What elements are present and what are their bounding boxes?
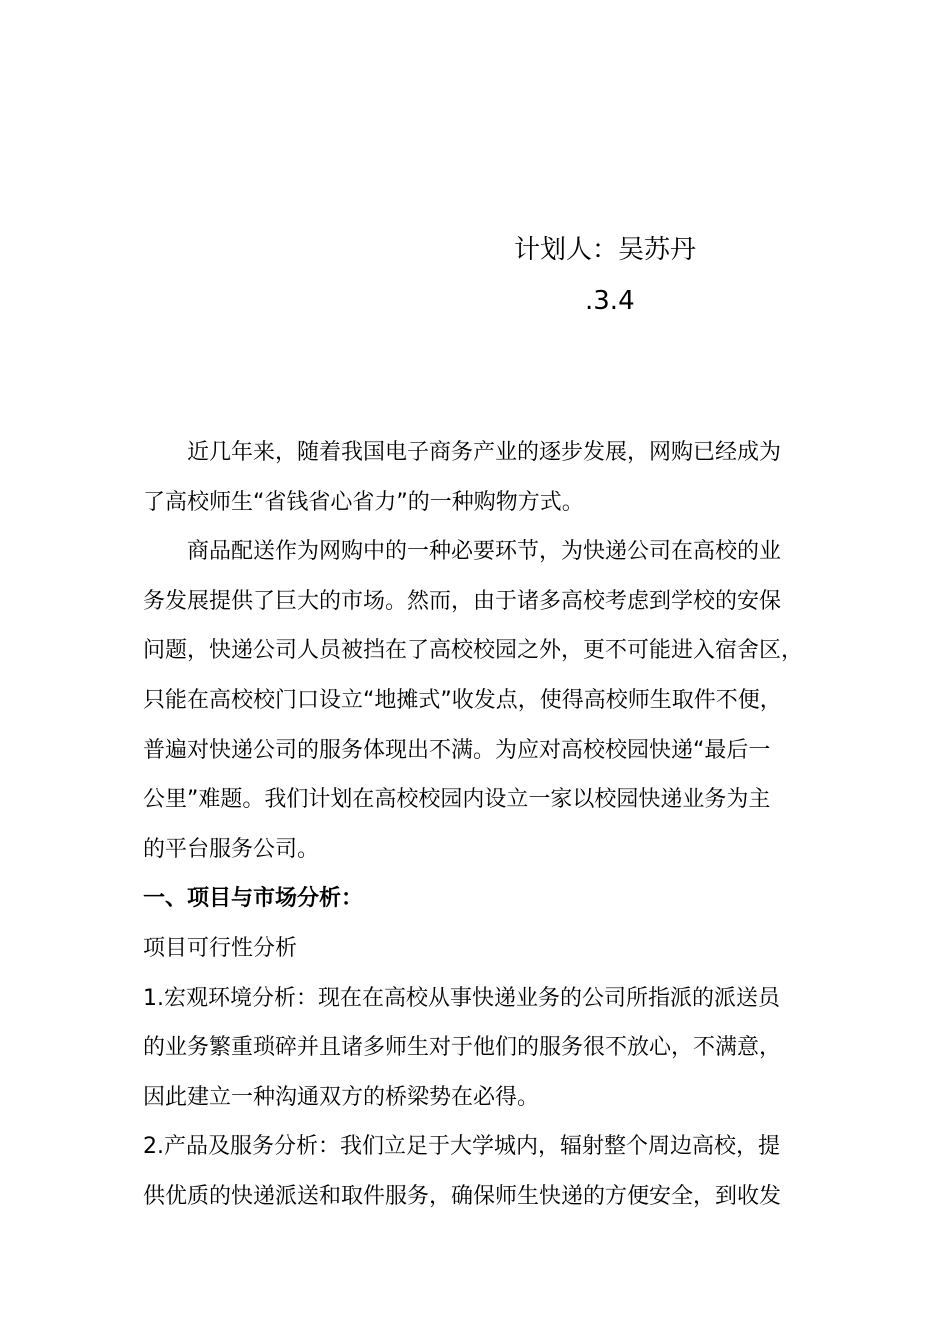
paragraph-line: 1.宏观环境分析：现在在高校从事快递业务的公司所指派的派送员 (143, 985, 780, 1011)
section-heading: 一、项目与市场分析： (143, 886, 364, 912)
paragraph-line: 了高校师生“省钱省心省力”的一种购物方式。 (143, 489, 584, 515)
date-line: .3.4 (585, 286, 635, 316)
paragraph-line: 问题，快递公司人员被挡在了高校校园之外，更不可能进入宿舍区， (143, 638, 804, 664)
planner-line: 计划人：吴苏丹 (514, 235, 697, 265)
body-text (143, 428, 823, 1222)
paragraph-line: 务发展提供了巨大的市场。然而，由于诸多高校考虑到学校的安保 (143, 588, 782, 614)
paragraph-line: 公里”难题。我们计划在高校校园内设立一家以校园快递业务为主 (143, 787, 771, 813)
paragraph-line: 供优质的快递派送和取件服务，确保师生快递的方便安全，到收发 (143, 1183, 782, 1209)
subsection-heading: 项目可行性分析 (143, 935, 298, 961)
paragraph-line: 商品配送作为网购中的一种必要环节，为快递公司在高校的业 (187, 539, 782, 565)
paragraph-line: 因此建立一种沟通双方的桥梁势在必得。 (143, 1084, 540, 1110)
paragraph-line: 的业务繁重琐碎并且诸多师生对于他们的服务很不放心，不满意， (143, 1035, 782, 1061)
paragraph-line: 普遍对快递公司的服务体现出不满。为应对高校校园快递“最后一 (143, 737, 771, 763)
paragraph-line: 只能在高校校门口设立“地摊式”收发点，使得高校师生取件不便， (143, 687, 782, 713)
paragraph-line: 2.产品及服务分析：我们立足于大学城内，辐射整个周边高校，提 (143, 1134, 780, 1160)
paragraph-line: 近几年来，随着我国电子商务产业的逐步发展，网购已经成为 (187, 440, 782, 465)
paragraph-line: 的平台服务公司。 (143, 836, 320, 862)
